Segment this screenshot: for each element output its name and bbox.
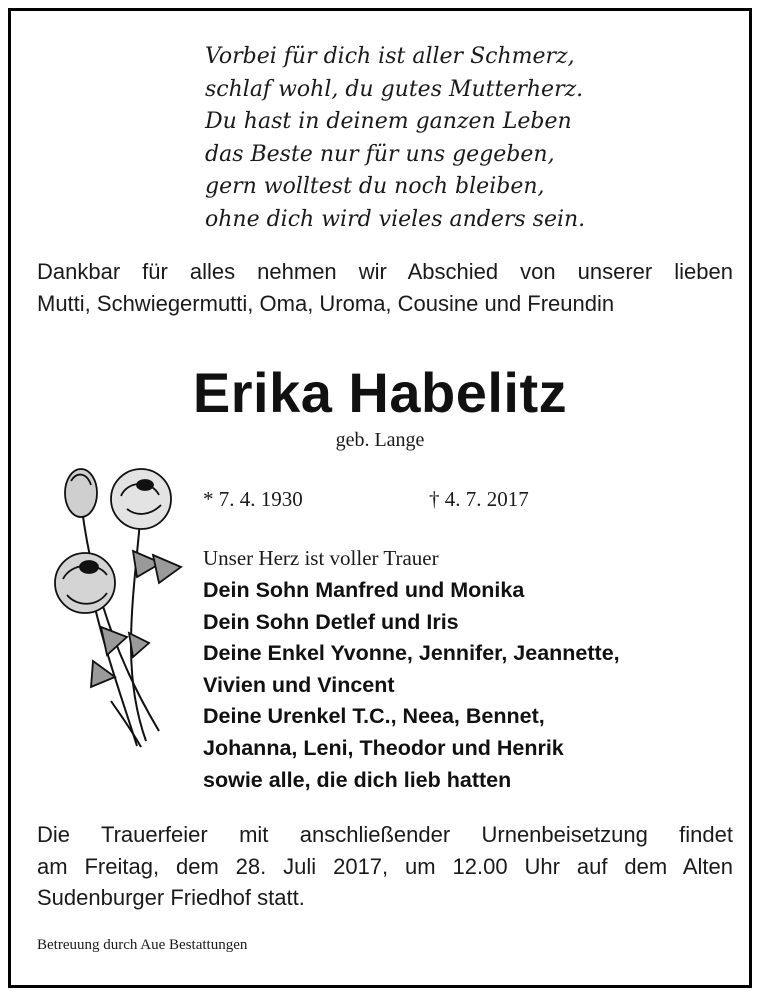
memorial-poem — [205, 41, 725, 236]
roses-icon — [41, 451, 191, 751]
poem-line: Vorbei für dich ist aller Schmerz, — [205, 44, 575, 69]
funeral-line: Sudenburger Friedhof statt. — [37, 885, 305, 910]
obituary-notice — [8, 8, 752, 988]
intro-line: Dankbar für alles nehmen wir Abschied von unserer lieben — [37, 259, 733, 284]
farewell-intro — [37, 256, 733, 320]
funeral-line: Die Trauerfeier mit anschließender Urnenbeisetzung findet — [37, 822, 733, 847]
funeral-line: am Freitag, dem 28. Juli 2017, um 12.00 Uhr auf dem Alten — [37, 853, 733, 879]
poem-line: gern wolltest du noch bleiben, — [205, 174, 545, 199]
poem-line: ohne dich wird vieles anders sein. — [205, 206, 586, 232]
funeral-details — [37, 819, 733, 914]
intro-line: Mutti, Schwiegermutti, Oma, Uroma, Cousine und Freundin — [37, 291, 615, 316]
birth-date: * 7. 4. 1930 — [203, 487, 303, 511]
undertaker-credit: Betreuung durch Aue Bestattungen — [37, 937, 248, 953]
mourner-line: Deine Urenkel T.C., Neea, Bennet, — [203, 704, 545, 729]
mourner-line: Dein Sohn Detlef und Iris — [203, 609, 459, 634]
deceased-name: Erika Habelitz — [192, 361, 568, 424]
mourner-line: sowie alle, die dich lieb hatten — [203, 767, 512, 792]
mourner-line: Vivien und Vincent — [203, 672, 395, 697]
poem-line: schlaf wohl, du gutes Mutterherz. — [205, 76, 584, 102]
mourners-list — [203, 575, 723, 796]
mourner-line: Dein Sohn Manfred und Monika — [203, 578, 525, 602]
poem-line: das Beste nur für uns gegeben, — [205, 141, 555, 167]
poem-line: Du hast in deinem ganzen Leben — [205, 109, 572, 134]
death-date: † 4. 7. 2017 — [429, 487, 529, 511]
mourner-line: Deine Enkel Yvonne, Jennifer, Jeannette, — [203, 641, 620, 666]
grief-line: Unser Herz ist voller Trauer — [203, 546, 439, 570]
maiden-name: geb. Lange — [335, 429, 425, 451]
mourner-line: Johanna, Leni, Theodor und Henrik — [203, 735, 564, 760]
